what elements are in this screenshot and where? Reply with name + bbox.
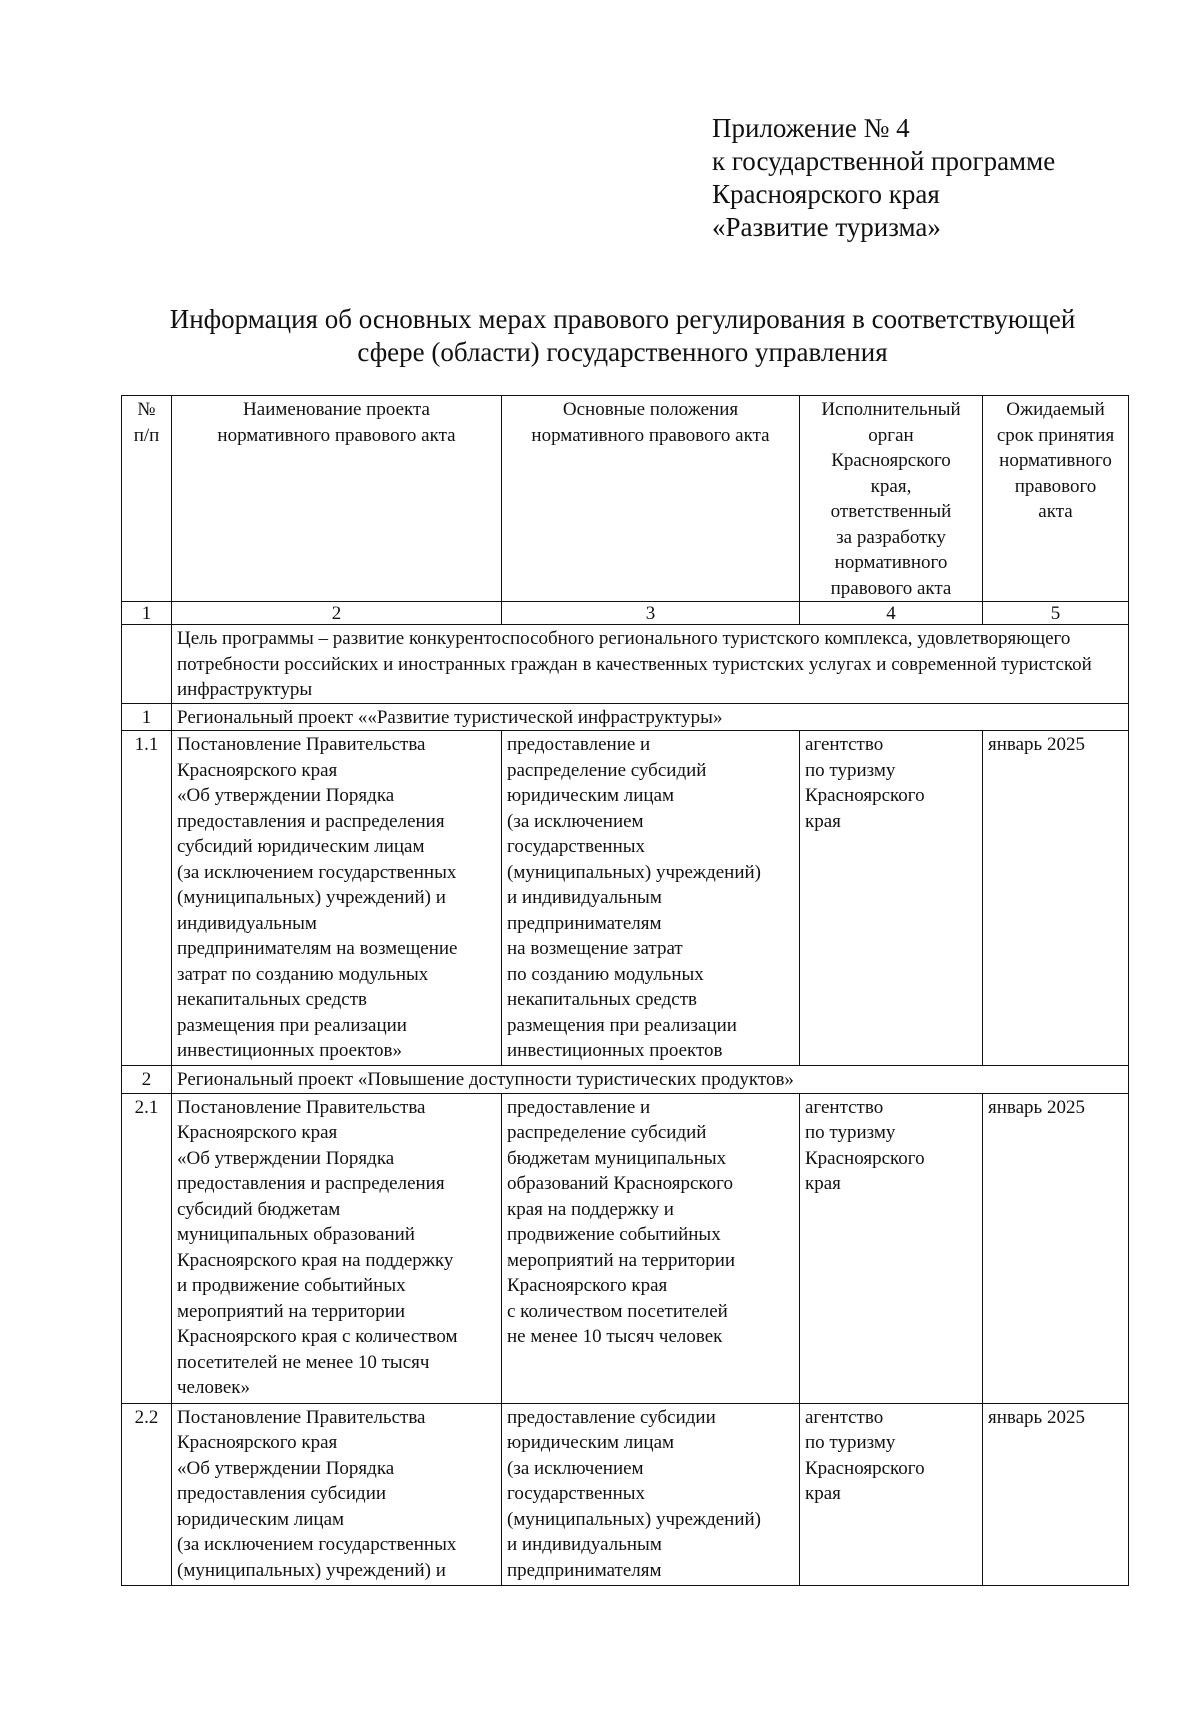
act-executor: агентство по туризму Красноярского края [800,731,983,1066]
act-provisions: предоставление субсидии юридическим лицам (за исключением государственных (муниципальных) учреждений) и индивидуальным предпринимателям [502,1403,800,1585]
table-header-row [122,396,1129,602]
column-number: 2 [172,602,502,625]
header-deadline: Ожидаемый срок принятия нормативного правового акта [983,396,1129,602]
section-title: Региональный проект «Повышение доступности туристических продуктов» [172,1066,1129,1094]
goal-num-cell [122,625,172,704]
document-title-line-2: сфере (области) государственного управления [357,337,888,367]
column-number: 1 [122,602,172,625]
measures-table [121,395,1129,1586]
document-title-line-1: Информация об основных мерах правового регулирования в соответствующей [169,304,1076,334]
section-num: 1 [122,703,172,731]
act-name: Постановление Правительства Красноярского края «Об утверждении Порядка предоставления субсидии юридическим лицам (за исключением государственных (муниципальных) учреждений) и [172,1403,502,1585]
act-deadline: январь 2025 [983,1403,1129,1585]
column-number: 4 [800,602,983,625]
row-num: 2.2 [122,1403,172,1585]
section-num: 2 [122,1066,172,1094]
column-number: 3 [502,602,800,625]
act-deadline: январь 2025 [983,1093,1129,1403]
act-deadline: январь 2025 [983,731,1129,1066]
act-executor: агентство по туризму Красноярского края [800,1093,983,1403]
header-executor: Исполнительный орган Красноярского края, ответственный за разработку нормативного правового акта [800,396,983,602]
act-executor: агентство по туризму Красноярского края [800,1403,983,1585]
document-title [100,303,1145,369]
appendix-header [712,112,1055,244]
act-name: Постановление Правительства Красноярского края «Об утверждении Порядка предоставления и распределения субсидий бюджетам муниципальных образований Красноярского края на поддержку и продвижение событийных мероприятий на территории Красноярского края с количеством посетителей не менее 10 тысяч человек» [172,1093,502,1403]
act-provisions: предоставление и распределение субсидий юридическим лицам (за исключением государственных (муниципальных) учреждений) и индивидуальным предпринимателям на возмещение затрат по созданию модульных некапитальных средств размещения при реализации инвестиционных проектов [502,731,800,1066]
appendix-line-2: к государственной программе [712,146,1056,176]
header-provisions: Основные положения нормативного правового акта [502,396,800,602]
row-num: 2.1 [122,1093,172,1403]
table-row [122,1403,1129,1585]
column-number: 5 [983,602,1129,625]
header-name: Наименование проекта нормативного правового акта [172,396,502,602]
table-row [122,731,1129,1066]
section-row [122,703,1129,731]
table-row [122,1093,1129,1403]
section-row [122,1066,1129,1094]
act-name: Постановление Правительства Красноярского края «Об утверждении Порядка предоставления и распределения субсидий юридическим лицам (за исключением государственных (муниципальных) учреждений) и индивидуальным предпринимателям на возмещение затрат по созданию модульных некапитальных средств размещения при реализации инвестиционных проектов» [172,731,502,1066]
header-num: № п/п [122,396,172,602]
section-title: Региональный проект ««Развитие туристической инфраструктуры» [172,703,1129,731]
goal-row [122,625,1129,704]
appendix-line-3: Красноярского края [712,179,940,209]
program-goal: Цель программы – развитие конкурентоспособного регионального туристского комплекса, удовлетворяющего потребности российских и иностранных граждан в качественных туристских услугах и современной туристской инфраструктуры [172,625,1129,704]
column-numbers-row [122,602,1129,625]
act-provisions: предоставление и распределение субсидий бюджетам муниципальных образований Красноярского края на поддержку и продвижение событийных мероприятий на территории Красноярского края с количеством посетителей не менее 10 тысяч человек [502,1093,800,1403]
appendix-line-4: «Развитие туризма» [712,212,941,242]
appendix-line-1: Приложение № 4 [712,113,910,143]
row-num: 1.1 [122,731,172,1066]
